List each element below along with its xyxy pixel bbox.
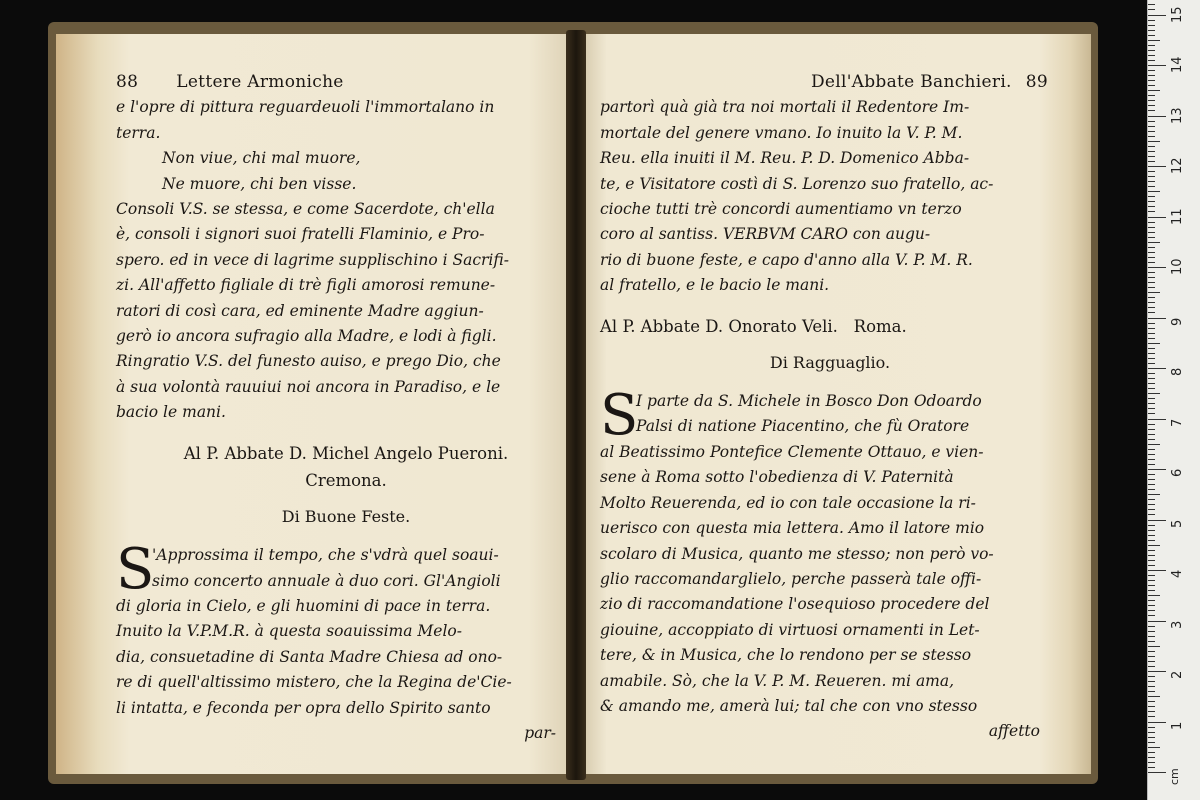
ruler-tick [1148,580,1155,581]
ruler-tick [1148,55,1155,56]
ruler-tick [1148,706,1155,707]
ruler-tick [1148,282,1155,283]
ruler-label: 13 [1170,106,1185,124]
ruler-tick [1148,262,1155,263]
ruler-tick [1148,312,1155,313]
ruler-tick [1148,65,1166,66]
ruler-tick [1148,621,1166,622]
ruler-tick [1148,80,1155,81]
text-line: zio di raccomandatione l'osequioso procedere del [600,595,990,614]
text-line: glio raccomandarglielo, perche passerà tale offi- [600,569,982,588]
measurement-ruler [1147,0,1200,800]
text-line: Palsi di natione Piacentino, che fù Oratore [636,417,970,436]
text-line: partorì quà già tra noi mortali il Redentore Im- [600,98,970,117]
drop-cap: S [116,537,155,603]
text-line: 'Approssima il tempo, che s'vdrà quel soaui- [152,546,499,565]
ruler-label: 8 [1170,367,1185,376]
ruler-tick [1148,161,1155,162]
catchword: affetto [988,722,1040,741]
ruler-tick [1148,424,1155,425]
ruler-tick [1148,368,1166,369]
ruler-tick [1148,333,1155,334]
left-head-title: Lettere Armoniche [176,72,344,92]
ruler-tick [1148,383,1155,384]
text-line: scolaro di Musica, quanto me stesso; non però vo- [600,544,994,563]
ruler-tick [1148,540,1155,541]
ruler-tick [1148,701,1155,702]
letter-body [600,383,1060,719]
ruler-tick [1148,646,1160,647]
ruler-tick [1148,550,1155,551]
ruler-tick [1148,272,1155,273]
ruler-tick [1148,292,1160,293]
ruler-tick [1148,4,1155,5]
text-line: amabile. Sò, che la V. P. M. Reueren. mi ama, [600,671,955,690]
ruler-tick [1148,676,1155,677]
ruler-tick [1148,50,1155,51]
ruler-tick [1148,520,1166,521]
text-line: è, consoli i signori suoi fratelli Flaminio, e Pro- [116,225,485,244]
text-line: sene à Roma sotto l'obedienza di V. Paternità [600,468,954,487]
ruler-tick [1148,121,1155,122]
ruler-tick [1148,469,1166,470]
text-line: I parte da S. Michele in Bosco Don Odoardo [636,392,982,411]
ruler-tick [1148,30,1155,31]
letter-title-line: Al P. Abbate D. Michel Angelo Pueroni. [183,443,509,463]
ruler-tick [1148,742,1155,743]
ruler-tick [1148,595,1160,596]
ruler-tick [1148,211,1155,212]
ruler-tick [1148,429,1155,430]
ruler-tick [1148,570,1166,571]
ruler-tick [1148,116,1166,117]
ruler-tick [1148,181,1155,182]
ruler-tick [1148,666,1155,667]
ruler-tick [1148,408,1155,409]
text-line: coro al santiss. VERBVM CARO con augu- [600,225,931,244]
text-line: Consoli V.S. se stessa, e come Sacerdote, ch'ella [116,200,495,219]
ruler-tick [1148,20,1155,21]
ruler-tick [1148,525,1155,526]
ruler-tick [1148,232,1155,233]
ruler-tick [1148,196,1155,197]
ruler-tick [1148,454,1155,455]
ruler-tick [1148,535,1155,536]
ruler-tick [1148,722,1166,723]
ruler-tick [1148,227,1155,228]
text-line: gerò io ancora sufragio alla Madre, e lodi à figli. [116,327,497,346]
ruler-tick [1148,711,1155,712]
ruler-tick [1148,681,1155,682]
verse-line: Ne muore, chi ben visse. [162,174,357,193]
ruler-tick [1148,75,1155,76]
ruler-label: 3 [1170,620,1185,629]
letter-title-city: Cremona. [305,470,387,490]
ruler-tick [1148,419,1166,420]
ruler-tick [1148,363,1155,364]
ruler-tick [1148,393,1160,394]
ruler-tick [1148,459,1155,460]
ruler-tick [1148,287,1155,288]
ruler-tick [1148,484,1155,485]
letter-title: Al P. Abbate D. Onorato Veli. Roma. [600,316,907,336]
ruler-tick [1148,732,1155,733]
ruler-tick [1148,444,1160,445]
text-line: Inuito la V.P.M.R. à questa soauissima Melo- [116,622,462,641]
ruler-tick [1148,671,1166,672]
text-line: Reu. ella inuiti il M. Reu. P. D. Domenico Abba- [600,149,970,168]
ruler-tick [1148,343,1160,344]
ruler-tick [1148,696,1160,697]
text-line: bacio le mani. [116,403,226,422]
ruler-tick [1148,656,1155,657]
text-line: ratori di così cara, ed eminente Madre aggiun- [116,301,484,320]
right-head-title: Dell'Abbate Banchieri. [810,72,1012,92]
ruler-tick [1148,626,1155,627]
ruler-label: 4 [1170,569,1185,578]
ruler-tick [1148,217,1166,218]
ruler-label: 9 [1170,317,1185,326]
ruler-tick [1148,307,1155,308]
ruler-tick [1148,90,1160,91]
ruler-tick [1148,151,1155,152]
ruler-tick [1148,277,1155,278]
text-line: al Beatissimo Pontefice Clemente Ottauo, e vien- [600,442,984,461]
ruler-tick [1148,691,1155,692]
text-line: spero. ed in vece di lagrime supplischino i Sacrifi- [116,250,509,269]
ruler-tick [1148,247,1155,248]
ruler-tick [1148,439,1155,440]
ruler-tick [1148,509,1155,510]
ruler-tick [1148,716,1155,717]
ruler-tick [1148,242,1160,243]
ruler-label: 12 [1170,157,1185,174]
ruler-tick [1148,110,1155,111]
ruler-tick [1148,136,1155,137]
ruler-tick [1148,15,1166,16]
text-line: rio di buone feste, e capo d'anno alla V. P. M. R. [600,250,973,269]
letter-subtitle: Di Ragguaglio. [769,352,891,372]
ruler-tick [1148,747,1160,748]
ruler-tick [1148,176,1155,177]
ruler-tick [1148,610,1155,611]
text-line: dia, consuetadine di Santa Madre Chiesa ad ono- [116,647,503,666]
open-book [48,22,1098,784]
ruler-tick [1148,141,1160,142]
ruler-tick [1148,252,1155,253]
ruler-tick [1148,191,1160,192]
ruler-tick [1148,762,1155,763]
right-page-number: 89 [1025,72,1048,92]
text-line: Molto Reuerenda, ed io con tale occasione la ri- [600,493,976,512]
ruler-tick [1148,25,1155,26]
ruler-tick [1148,494,1160,495]
ruler-tick [1148,545,1160,546]
text-line: re di quell'altissimo mistero, che la Regina de'Cie- [116,673,512,692]
ruler-label: 15 [1170,5,1185,23]
ruler-tick [1148,398,1155,399]
ruler-tick [1148,358,1155,359]
ruler-tick [1148,9,1155,10]
text-line: simo concerto annuale à duo cori. Gl'Angioli [152,571,501,590]
ruler-tick [1148,45,1155,46]
ruler-tick [1148,156,1155,157]
ruler-tick [1148,388,1155,389]
left-running-head [116,70,576,95]
ruler-tick [1148,348,1155,349]
right-page-text [600,70,1060,745]
ruler-tick [1148,504,1155,505]
ruler-tick [1148,752,1155,753]
ruler-tick [1148,171,1155,172]
ruler-tick [1148,727,1155,728]
ruler-tick [1148,757,1155,758]
ruler-tick [1148,126,1155,127]
catchword: par- [524,723,556,742]
ruler-tick [1148,35,1155,36]
text-line: uerisco con questa mia lettera. Amo il latore mio [600,519,985,538]
ruler-tick [1148,499,1155,500]
drop-cap: S [600,383,639,449]
ruler-tick [1148,373,1155,374]
verse-line: Non viue, chi mal muore, [162,149,361,168]
ruler-tick [1148,323,1155,324]
ruler-tick [1148,560,1155,561]
ruler-tick [1148,201,1155,202]
letter-body [116,537,576,721]
ruler-tick [1148,100,1155,101]
ruler-tick [1148,403,1155,404]
ruler-tick [1148,297,1155,298]
ruler-tick [1148,636,1155,637]
ruler-label: 10 [1170,258,1185,275]
ruler-tick [1148,328,1155,329]
ruler-tick [1148,489,1155,490]
ruler-tick [1148,85,1155,86]
ruler-tick [1148,575,1155,576]
ruler-tick [1148,661,1155,662]
ruler-tick [1148,474,1155,475]
text-line: mortale del genere vmano. Io inuito la V. P. M. [600,123,963,142]
text-line: à sua volontà rauuiui noi ancora in Paradiso, e le [116,377,501,396]
text-line: e l'opre di pittura reguardeuoli l'immortalano in [116,98,495,117]
ruler-tick [1148,615,1155,616]
ruler-tick [1148,105,1155,106]
ruler-label: 6 [1170,468,1185,477]
ruler-tick [1148,353,1155,354]
ruler-tick [1148,767,1155,768]
ruler-tick [1148,60,1155,61]
ruler-tick [1148,434,1155,435]
text-line: cioche tutti trè concordi aumentiamo vn terzo [600,200,962,219]
ruler-tick [1148,186,1155,187]
ruler-label: 2 [1170,670,1185,679]
ruler-tick [1148,95,1155,96]
left-page [56,34,581,774]
book-gutter [566,30,586,780]
ruler-tick [1148,530,1155,531]
text-line: zi. All'affetto figliale di trè figli amorosi remune- [116,276,496,295]
ruler-tick [1148,651,1155,652]
ruler-tick [1148,413,1155,414]
text-line: di gloria in Cielo, e gli huomini di pace in terra. [116,596,491,615]
text-line: Ringratio V.S. del funesto auiso, e prego Dio, che [116,352,501,371]
ruler-tick [1148,206,1155,207]
ruler-tick [1148,166,1166,167]
ruler-tick [1148,222,1155,223]
letter-title [116,440,576,494]
ruler-label: 1 [1170,721,1185,730]
ruler-tick [1148,590,1155,591]
text-line: tere, & in Musica, che lo rendono per se stesso [600,646,972,665]
ruler-unit: cm [1168,768,1181,785]
ruler-tick [1148,585,1155,586]
letter-subtitle: Di Buone Feste. [281,506,411,526]
ruler-tick [1148,131,1155,132]
left-page-number: 88 [116,72,139,92]
right-page [576,34,1091,774]
ruler-tick [1148,146,1155,147]
ruler-tick [1148,338,1155,339]
text-line: te, e Visitatore costì di S. Lorenzo suo fratello, ac- [600,174,994,193]
ruler-tick [1148,237,1155,238]
ruler-tick [1148,514,1155,515]
ruler-tick [1148,378,1155,379]
ruler-tick [1148,772,1166,773]
text-line: al fratello, e le bacio le mani. [600,276,830,295]
ruler-label: 7 [1170,418,1185,427]
ruler-tick [1148,267,1166,268]
ruler-label: 11 [1170,207,1185,225]
text-line: giouine, accoppiato di virtuosi ornamenti in Let- [600,620,980,639]
ruler-tick [1148,641,1155,642]
ruler-tick [1148,70,1155,71]
ruler-tick [1148,555,1155,556]
ruler-tick [1148,318,1166,319]
text-line: terra. [116,123,161,142]
ruler-tick [1148,686,1155,687]
ruler-tick [1148,257,1155,258]
ruler-tick [1148,40,1160,41]
text-line: & amando me, amerà lui; tal che con vno stesso [600,696,978,715]
ruler-tick [1148,479,1155,480]
ruler-tick [1148,631,1155,632]
ruler-label: 5 [1170,519,1185,528]
left-page-text [116,70,576,746]
ruler-label: 14 [1170,56,1185,73]
right-running-head [600,70,1060,95]
ruler-tick [1148,302,1155,303]
ruler-tick [1148,600,1155,601]
ruler-tick [1148,737,1155,738]
text-line: li intatta, e feconda per opra dello Spirito santo [116,698,491,717]
ruler-tick [1148,449,1155,450]
ruler-tick [1148,464,1155,465]
ruler-tick [1148,605,1155,606]
ruler-tick [1148,565,1155,566]
